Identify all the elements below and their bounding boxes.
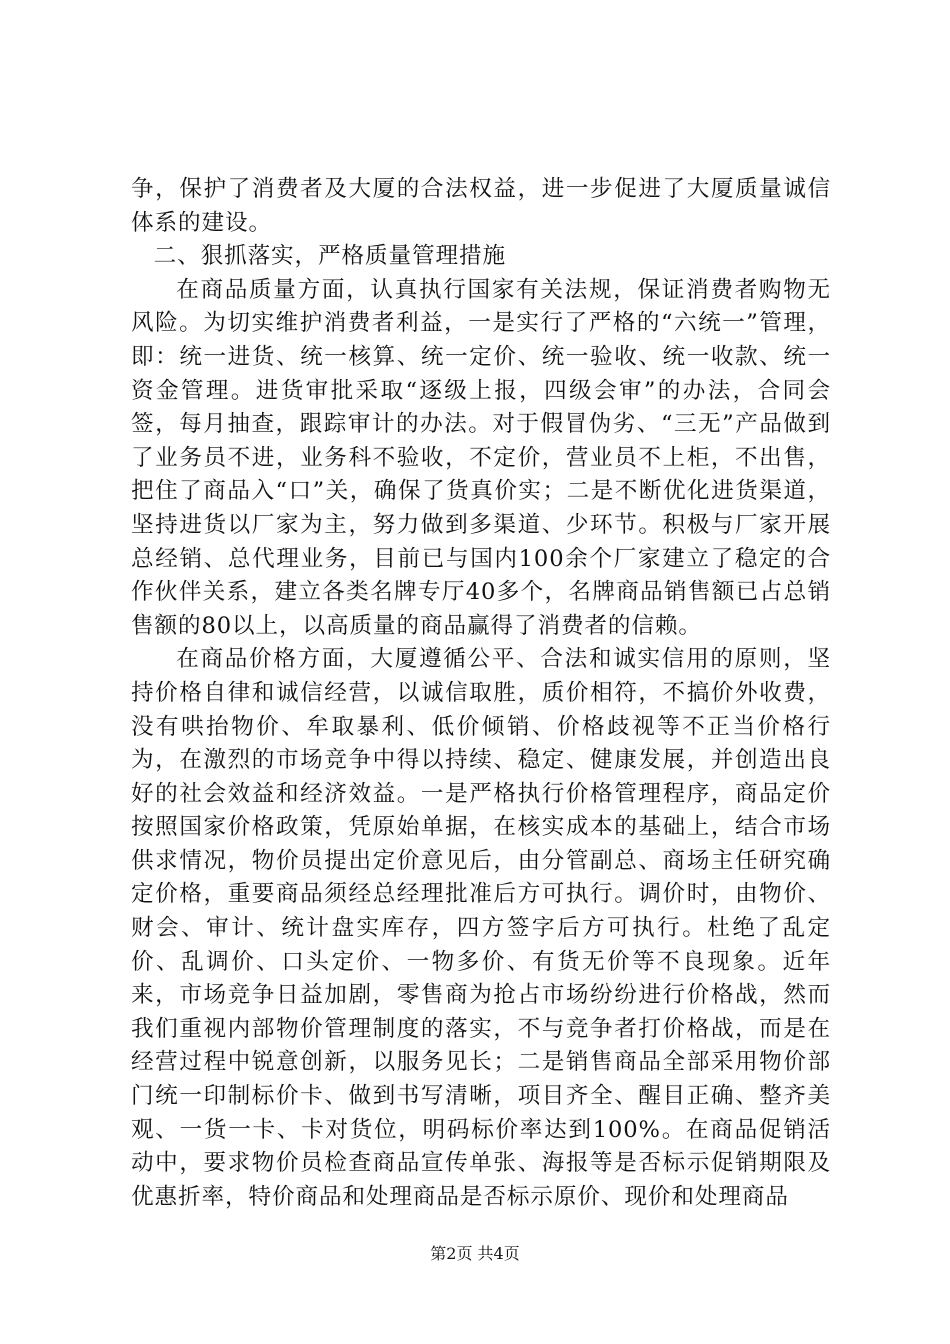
paragraph-price: 在商品价格方面，大厦遵循公平、合法和诚实信用的原则，坚持价格自律和诚信经营，以诚信取胜，质价相符，不搞价外收费，没有哄抬物价、牟取暴利、低价倾销、价格歧视等不正当价格行为，在激烈的市场竞争中得以持续、稳定、健康发展，并创造出良好的社会效益和经济效益。一是严格执行价格管理程序，商品定价按照国家价格政策，凭原始单据，在核实成本的基础上，结合市场供求情况，物价员提出定价意见后，由分管副总、商场主任研究确定价格，重要商品须经总经理批准后方可执行。调价时，由物价、财会、审计、统计盘实库存，四方签字后方可执行。杜绝了乱定价、乱调价、口头定价、一物多价、有货无价等不良现象。近年来，市场竞争日益加剧，零售商为抢占市场纷纷进行价格战，然而我们重视内部物价管理制度的落实，不与竞争者打价格战，而是在经营过程中锐意创新，以服务见长；二是销售商品全部采用物价部门统一印制标价卡、做到书写清晰，项目齐全、醒目正确、整齐美观、一货一卡、卡对货位，明码标价率达到100%。在商品促销活动中，要求物价员检查商品宣传单张、海报等是否标示促销期限及优惠折率，特价商品和处理商品是否标示原价、现价和处理商品 bbox=[131, 646, 831, 1210]
document-body bbox=[131, 173, 831, 1214]
paragraph-continuation: 争，保护了消费者及大厦的合法权益，进一步促进了大厦质量诚信体系的建设。 bbox=[131, 176, 831, 236]
paragraph-quality: 在商品质量方面，认真执行国家有关法规，保证消费者购物无风险。为切实维护消费者利益，一是实行了严格的“六统一”管理，即：统一进货、统一核算、统一定价、统一验收、统一收款、统一资金管理。进货审批采取“逐级上报，四级会审”的办法，合同会签，每月抽查，跟踪审计的办法。对于假冒伪劣、“三无”产品做到了业务员不进，业务科不验收，不定价，营业员不上柜，不出售，把住了商品入“口”关，确保了货真价实；二是不断优化进货渠道，坚持进货以厂家为主，努力做到多渠道、少环节。积极与厂家开展总经销、总代理业务，目前已与国内100余个厂家建立了稳定的合作伙伴关系，建立各类名牌专厅40多个，名牌商品销售额已占总销售额的80以上，以高质量的商品赢得了消费者的信赖。 bbox=[131, 276, 831, 639]
section-heading: 二、狠抓落实，严格质量管理措施 bbox=[153, 243, 506, 270]
page-footer: 第2页 共4页 bbox=[430, 1244, 520, 1263]
